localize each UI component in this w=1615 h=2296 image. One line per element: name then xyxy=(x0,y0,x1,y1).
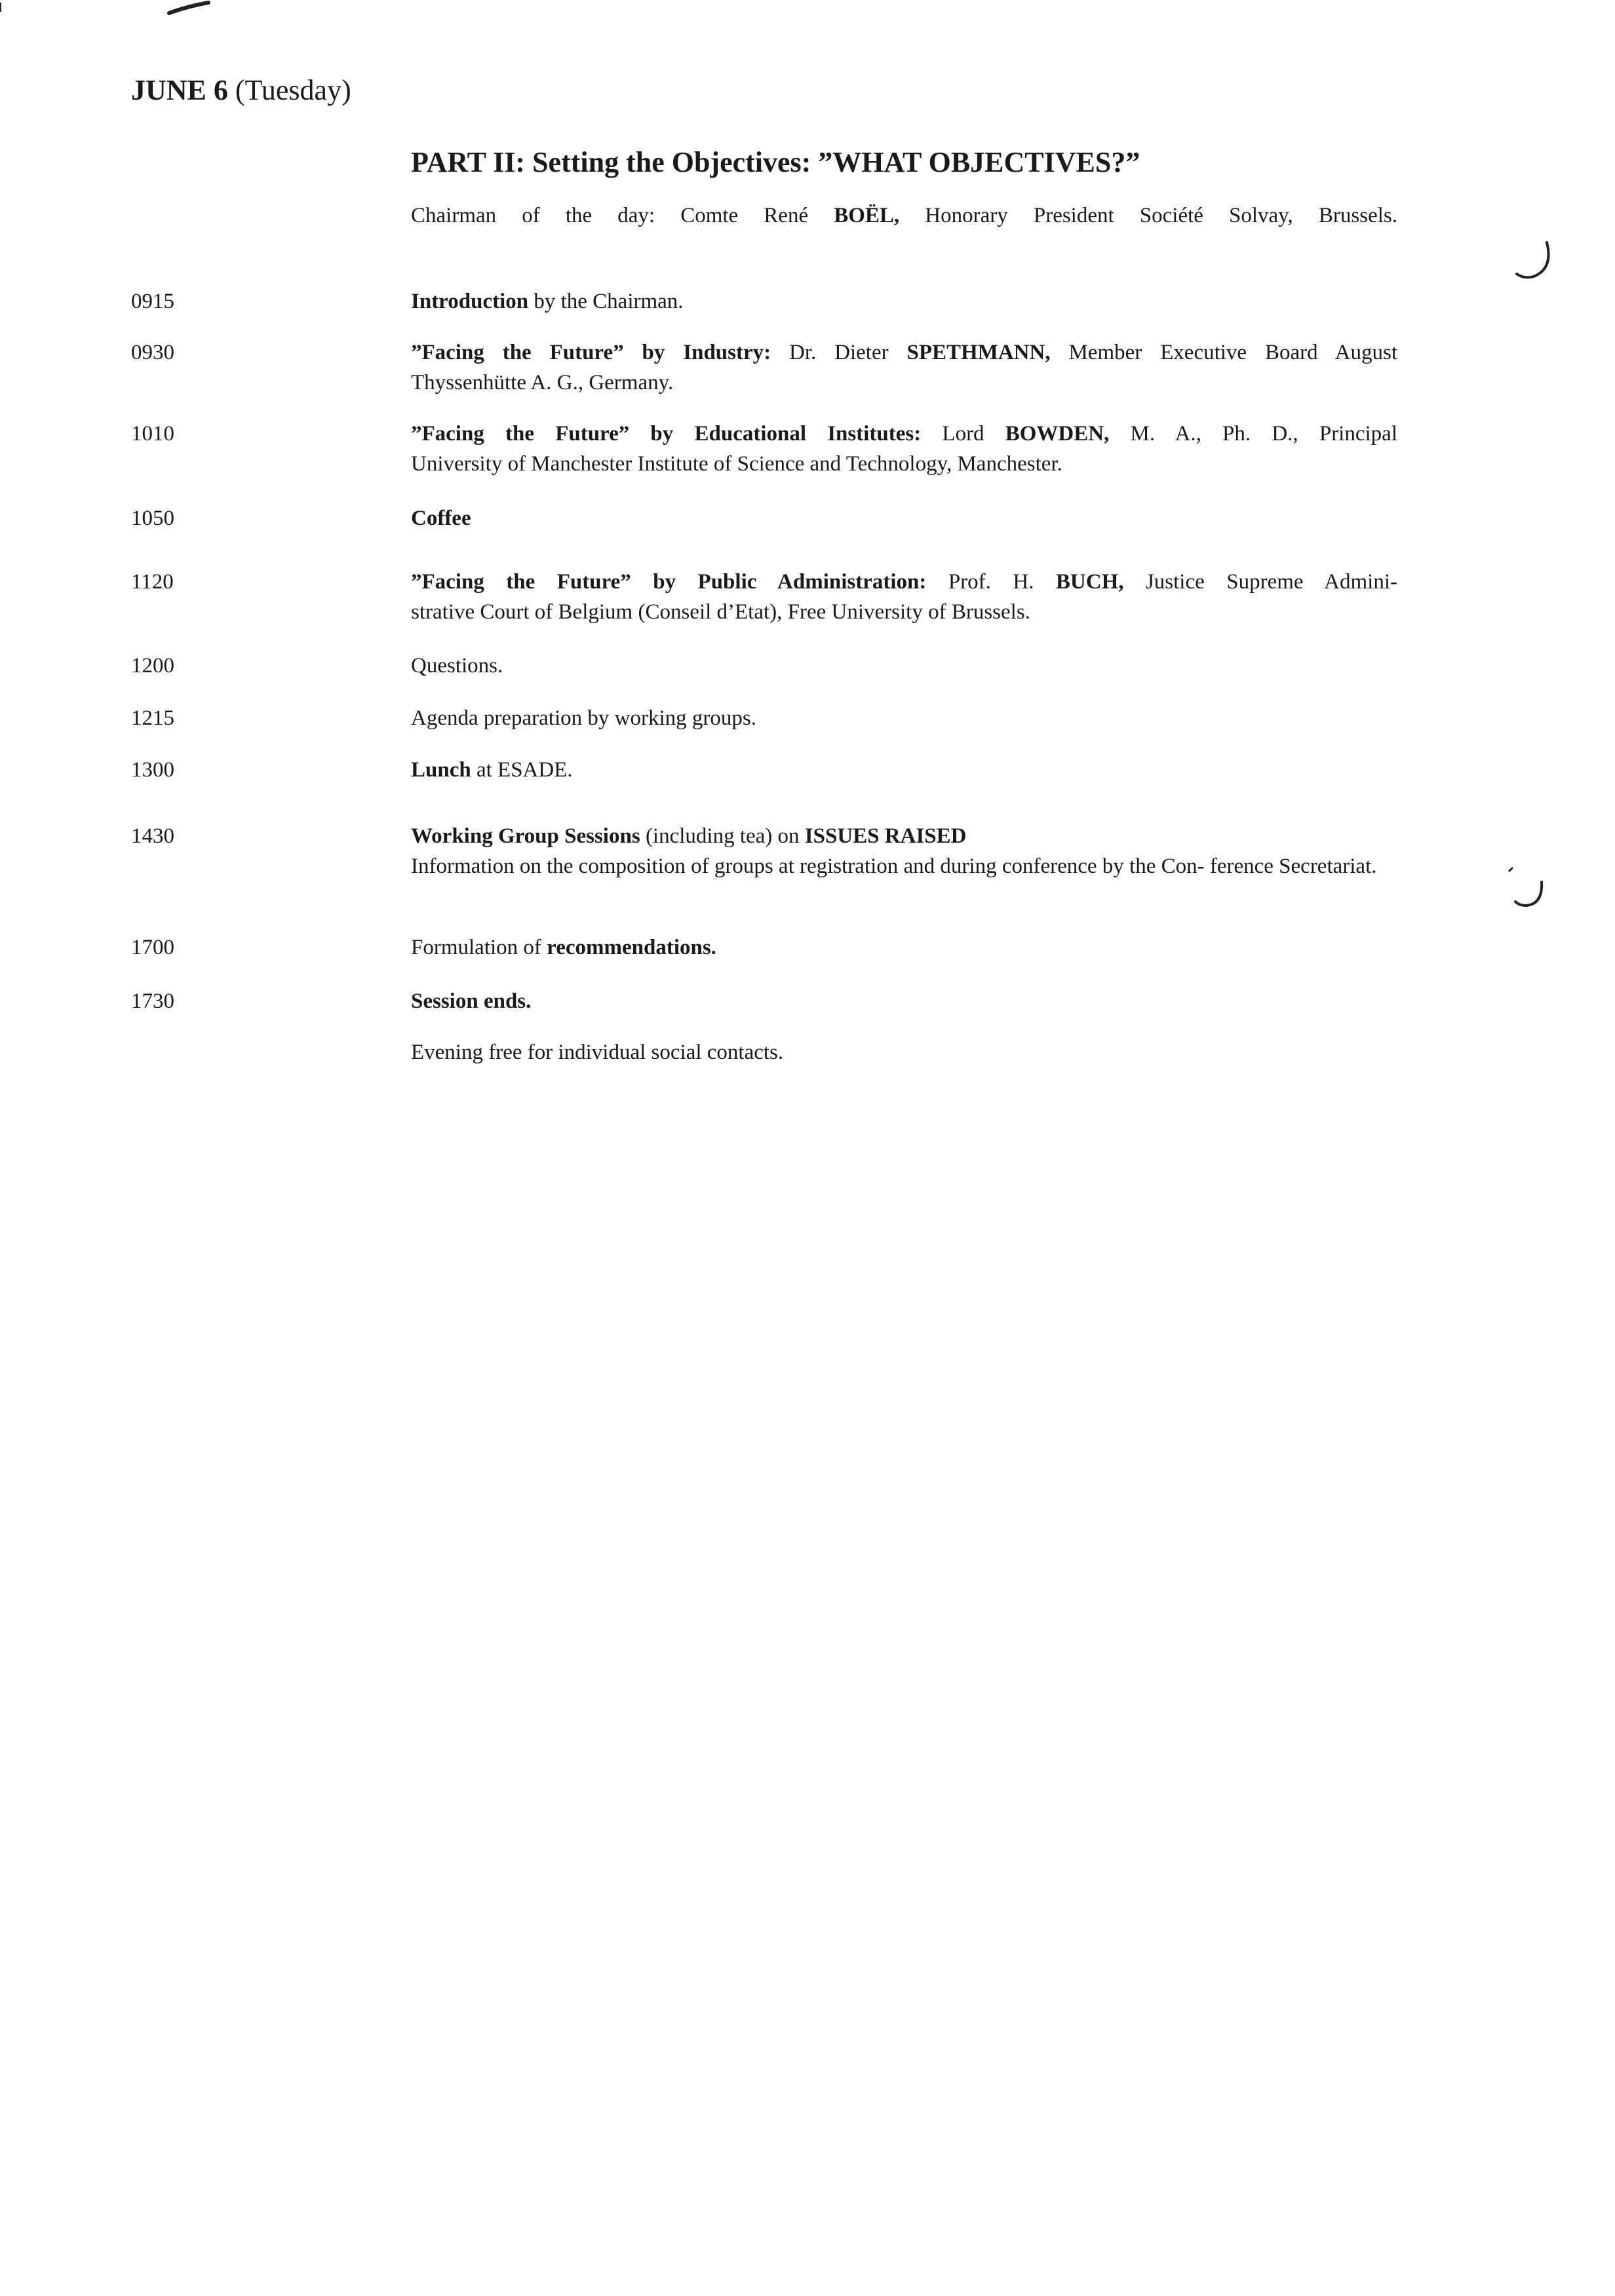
schedule-time: 1200 xyxy=(131,654,174,678)
schedule-time: 1730 xyxy=(131,989,174,1013)
schedule-text: at ESADE. xyxy=(471,758,573,782)
schedule-person: BUCH, xyxy=(1055,570,1124,594)
schedule-line-2: Thyssenhütte A. G., Germany. xyxy=(411,371,674,394)
schedule-desc xyxy=(411,986,1397,1016)
date-weekday: (Tuesday) xyxy=(235,74,351,106)
schedule-text: Prof. H. xyxy=(926,570,1056,594)
schedule-time: 1430 xyxy=(131,824,174,848)
schedule-bold: Working Group Sessions xyxy=(411,824,640,848)
schedule-desc xyxy=(411,286,1397,316)
schedule-bold: Lunch xyxy=(411,758,471,782)
schedule-line-2: Information on the composition of groups at registration and during conference by the Con- ference Secretariat. xyxy=(411,854,1377,878)
chairman-prefix: Chairman of the day: Comte René xyxy=(411,204,834,227)
schedule-time: 1700 xyxy=(131,936,174,959)
schedule-bold: ”Facing the Future” by Educational Institutes: xyxy=(411,422,922,446)
schedule-person: BOWDEN, xyxy=(1005,422,1110,446)
schedule-text: by the Chairman. xyxy=(528,290,684,313)
date-day: JUNE 6 xyxy=(131,74,228,106)
schedule-text: Formulation of xyxy=(411,936,547,959)
schedule-bold: Introduction xyxy=(411,290,529,313)
schedule-desc xyxy=(411,419,1397,479)
schedule-time: 0930 xyxy=(131,341,174,364)
schedule-desc xyxy=(411,503,1397,533)
schedule-desc xyxy=(411,651,1397,681)
schedule-time: 1120 xyxy=(131,570,174,594)
part-title: PART II: Setting the Objectives: ”WHAT OBJECTIVES?” xyxy=(411,146,1140,178)
schedule-desc xyxy=(411,821,1397,881)
schedule-desc xyxy=(411,337,1397,398)
schedule-text-2: M. A., Ph. D., Principal xyxy=(1109,422,1397,446)
schedule-person: SPETHMANN, xyxy=(906,341,1051,364)
schedule-time: 0915 xyxy=(131,290,174,313)
schedule-text: (including tea) on xyxy=(640,824,805,848)
date-heading xyxy=(131,73,351,107)
chairman-name: BOËL, xyxy=(834,204,900,227)
schedule-text: Lord xyxy=(921,422,1005,446)
schedule-desc xyxy=(411,703,1397,733)
schedule-text: Questions. xyxy=(411,654,503,678)
schedule-bold-2: recommendations. xyxy=(547,936,716,959)
schedule-bold: Session ends. xyxy=(411,989,532,1013)
schedule-text: Dr. Dieter xyxy=(771,341,907,364)
closing-text: Evening free for individual social contacts. xyxy=(411,1041,784,1064)
schedule-text-2: Justice Supreme Admini- xyxy=(1123,570,1397,594)
schedule-bold: ”Facing the Future” by Public Administration: xyxy=(411,570,927,594)
schedule-desc xyxy=(411,567,1397,627)
schedule-time: 1215 xyxy=(131,706,174,730)
schedule-bold: ”Facing the Future” by Industry: xyxy=(411,341,771,364)
scan-mark-top-left xyxy=(0,0,223,26)
schedule-text: Agenda preparation by working groups. xyxy=(411,706,756,730)
chairman-line xyxy=(411,201,1397,231)
scan-mark-right-lower xyxy=(1494,852,1560,917)
chairman-suffix: Honorary President Société Solvay, Brussels. xyxy=(899,204,1397,227)
schedule-bold-2: ISSUES RAISED xyxy=(804,824,967,848)
schedule-bold: Coffee xyxy=(411,507,471,530)
schedule-time: 1010 xyxy=(131,422,174,446)
schedule-time: 1300 xyxy=(131,758,174,782)
schedule-time: 1050 xyxy=(131,507,174,530)
schedule-line-2: University of Manchester Institute of Science and Technology, Manchester. xyxy=(411,452,1062,476)
schedule-line-2: strative Court of Belgium (Conseil d’Etat), Free University of Brussels. xyxy=(411,600,1030,624)
scan-mark-right-upper xyxy=(1508,236,1560,288)
schedule-desc xyxy=(411,932,1397,963)
schedule-text-2: Member Executive Board August xyxy=(1050,341,1398,364)
schedule-desc xyxy=(411,755,1397,785)
